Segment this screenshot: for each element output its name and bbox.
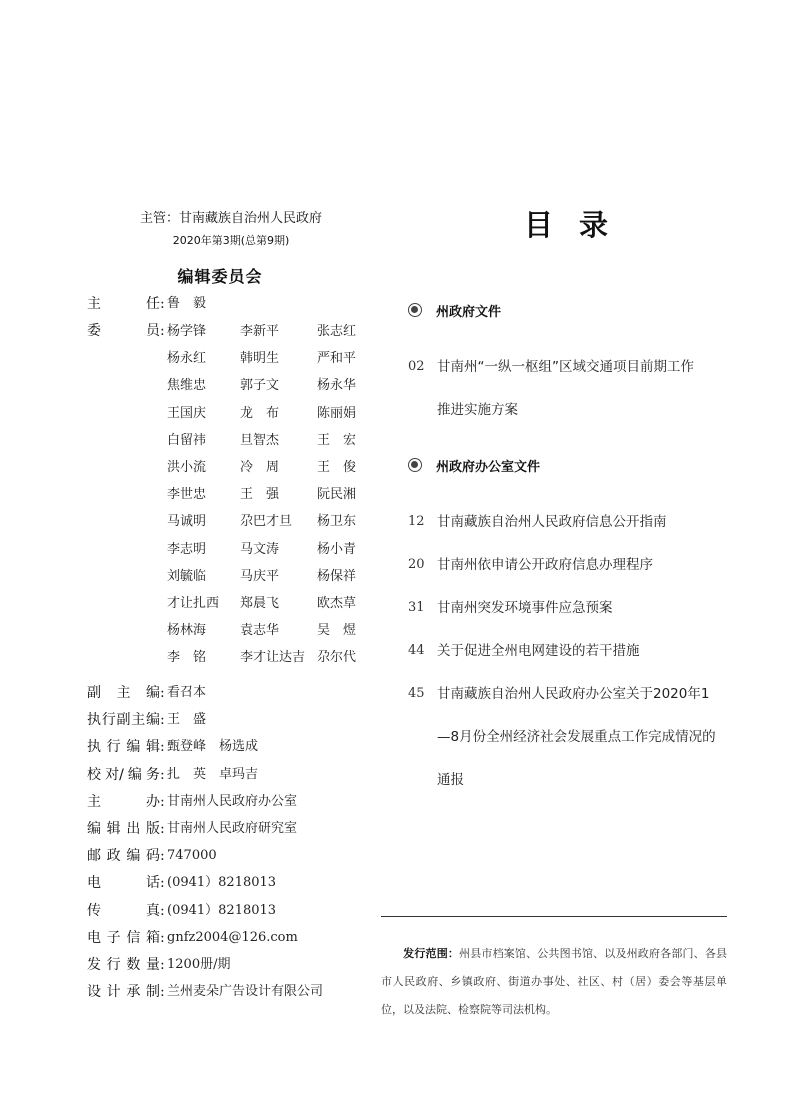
member-name: 马文涛 [240, 541, 280, 557]
member-name: 阮民湘 [317, 487, 357, 503]
toc-page-number: 31 [408, 600, 425, 615]
toc-entry-title: —8月份全州经济社会发展重点工作完成情况的 [437, 729, 716, 745]
member-name: 尕尔代 [317, 650, 357, 666]
member-row [87, 346, 377, 372]
toc-section-title: 州政府办公室文件 [436, 459, 541, 475]
member-row [87, 537, 377, 563]
toc-section-header [408, 300, 501, 320]
member-name: 白留祎 [167, 432, 207, 448]
member-name: 欧杰草 [317, 596, 357, 611]
member-name: 李志明 [167, 541, 207, 557]
toc-entry-title: 推进实施方案 [437, 402, 518, 418]
member-row [87, 618, 377, 644]
distribution-text: 州县市档案馆、公共图书馆、以及州政府各部门、各县市人民政府、乡镇政府、街道办事处、社区、村（居）委会等基层单位，以及法院、检察院等司法机构。 [381, 947, 728, 1016]
member-name: 李世忠 [167, 487, 207, 503]
toc-page-number: 44 [408, 643, 425, 658]
member-name: 马庆平 [240, 568, 280, 584]
member-name: 杨林海 [167, 623, 207, 639]
role-value: 王 盛 [167, 712, 207, 728]
member-name: 龙 布 [240, 405, 280, 421]
role-label: 主 办 [87, 793, 160, 810]
role-label: 委 员 [87, 323, 160, 339]
role-value: gnfz2004@126.com [167, 929, 298, 945]
member-name: 王国庆 [167, 405, 207, 421]
issue-line: 2020年第3期(总第9期) [172, 234, 290, 247]
member-row [87, 482, 377, 508]
role-label: 设 计 承 制 [87, 984, 160, 1001]
member-row [87, 645, 377, 671]
divider [381, 916, 727, 917]
member-name: 杨保祥 [317, 568, 357, 584]
member-row [87, 455, 377, 481]
role-value: 1200册/期 [167, 957, 231, 972]
member-row [87, 319, 377, 345]
role-value: (0941）8218013 [167, 902, 277, 918]
member-name: 冷 周 [240, 460, 280, 475]
toc-section-title: 州政府文件 [436, 304, 502, 320]
toc-page-number: 12 [408, 514, 425, 529]
toc-title: 目录 [524, 208, 635, 242]
member-name: 王 俊 [317, 460, 357, 475]
member-name: 王 宏 [317, 432, 357, 448]
member-row [87, 373, 377, 399]
member-name: 韩明生 [240, 351, 280, 367]
member-name: 杨小青 [317, 541, 357, 557]
member-name: 尕巴才旦 [240, 514, 293, 530]
member-name: 陈丽娟 [317, 405, 357, 421]
member-name: 王 强 [240, 487, 280, 503]
role-label: 执 行 副 主 编 [87, 712, 160, 729]
role-label: 执 行 编 辑 [87, 739, 160, 756]
member-row [87, 428, 377, 454]
member-row [87, 591, 377, 617]
role-value: 甘南州人民政府研究室 [167, 821, 298, 836]
role-label: 副 主 编 [87, 685, 160, 701]
member-name: 焦维忠 [167, 378, 207, 394]
member-name: 杨学锋 [167, 324, 207, 339]
editorial-board-title: 编辑委员会 [177, 267, 263, 286]
toc-entry-title: 关于促进全州电网建设的若干措施 [437, 643, 640, 659]
bullet-icon [408, 303, 422, 317]
role-value: 747000 [167, 848, 217, 864]
member-name: 李新平 [240, 324, 280, 339]
member-row [87, 509, 377, 535]
toc-page-number: 20 [408, 557, 425, 572]
bullet-icon [408, 458, 422, 472]
member-name: 杨永华 [317, 378, 357, 394]
role-label: 传 真 [87, 902, 160, 919]
member-name: 洪小流 [167, 460, 207, 475]
member-name: 李 铭 [167, 650, 207, 666]
member-name: 马诚明 [167, 514, 207, 530]
role-value: 甘南州人民政府办公室 [167, 793, 298, 809]
member-name: 杨卫东 [317, 514, 357, 530]
role-label: 邮 政 编 码 [87, 848, 160, 865]
supervisor-line: 主管：甘南藏族自治州人民政府 [139, 211, 322, 226]
toc-entry-title: 甘南藏族自治州人民政府信息公开指南 [437, 514, 667, 530]
member-name: 杨永红 [167, 351, 207, 367]
member-row [87, 564, 377, 590]
toc-entry-title: 甘南藏族自治州人民政府办公室关于2020年1 [437, 686, 710, 702]
role-label: 主 任 [87, 296, 160, 312]
member-name: 严和平 [317, 351, 357, 367]
masthead [128, 210, 334, 249]
member-name: 刘毓临 [167, 568, 207, 584]
toc-entry-title: 甘南州“一纵一枢组”区域交通项目前期工作 [437, 359, 694, 375]
toc-page-number: 02 [408, 359, 425, 374]
toc-entry-title: 甘南州突发环境事件应急预案 [437, 600, 613, 616]
member-name: 郑晨飞 [240, 596, 280, 611]
role-value: 看召本 [167, 685, 207, 700]
toc-entry-title: 通报 [437, 772, 464, 788]
toc-section-header [408, 455, 540, 475]
member-name: 郭子文 [240, 378, 280, 394]
role-value: (0941）8218013 [167, 875, 277, 891]
toc-entry-title: 甘南州依申请公开政府信息办理程序 [437, 557, 653, 573]
member-name: 旦智杰 [240, 432, 280, 448]
role-label: 校 对/ 编 务 [87, 766, 160, 783]
role-value: 扎 英 卓玛吉 [167, 766, 259, 782]
distribution-note [381, 940, 727, 1024]
member-name: 袁志华 [240, 623, 280, 639]
member-name: 李才让达吉 [240, 650, 306, 666]
member-name: 吴 煜 [317, 623, 357, 639]
role-value: 甄登峰 杨选成 [167, 739, 259, 755]
role-value: 兰州麦朵广告设计有限公司 [167, 984, 324, 1000]
role-label: 电 话 [87, 875, 160, 892]
role-value: 鲁 毅 [167, 296, 207, 311]
member-row [87, 401, 377, 427]
role-label: 编 辑 出 版 [87, 821, 160, 837]
member-name: 张志红 [317, 324, 357, 339]
role-label: 电 子 信 箱 [87, 929, 160, 946]
distribution-label: 发行范围： [403, 947, 460, 960]
role-label: 发 行 数 量 [87, 957, 160, 973]
member-name: 才让扎西 [167, 596, 220, 611]
toc-page-number: 45 [408, 686, 425, 701]
